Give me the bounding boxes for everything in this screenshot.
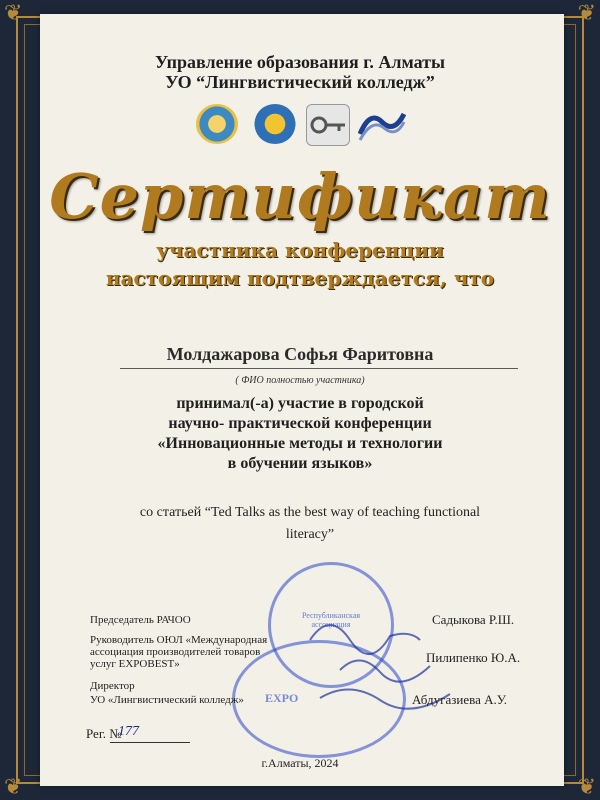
name-caption: ( ФИО полностью участника) xyxy=(235,375,365,386)
stamp-logo-text: EXPO xyxy=(265,691,299,705)
corner-ornament-icon: ❦ xyxy=(4,0,23,25)
article-text xyxy=(90,502,530,546)
certificate-title: Сертификат xyxy=(49,160,551,233)
chair-name: Садыкова Р.Ш. xyxy=(432,612,515,627)
header-line-1: Управление образования г. Алматы xyxy=(154,52,446,72)
corner-ornament-icon: ❦ xyxy=(577,0,596,25)
body-line-3: «Инновационные методы и технологии xyxy=(157,435,443,452)
logo-row xyxy=(0,104,600,148)
registration-number: 177 xyxy=(118,724,139,739)
director-role-line-1: Директор xyxy=(90,680,135,692)
key-logo xyxy=(306,104,350,146)
corner-ornament-icon: ❦ xyxy=(577,774,596,799)
body-line-2: научно- практической конференции xyxy=(168,415,432,432)
corner-ornament-icon: ❦ xyxy=(4,774,23,799)
header-line-2: УО “Лингвистический колледж” xyxy=(165,72,435,92)
head-name: Пилипенко Ю.А. xyxy=(426,650,521,665)
body-line-1: принимал(-а) участие в городской xyxy=(176,395,424,412)
head-role-line-1: Руководитель ОЮЛ «Международная xyxy=(90,634,268,646)
kazakhstan-map-logo xyxy=(254,104,296,144)
body-line-4: в обучении языков» xyxy=(227,455,373,472)
chair-role: Председатель РАЧОО xyxy=(90,614,191,626)
head-role-line-3: услуг EXPOBEST» xyxy=(90,658,180,670)
registration-label: Рег. № xyxy=(86,726,122,741)
subtitle-confirmation: настоящим подтверждается, что xyxy=(105,266,495,290)
registration-underline xyxy=(110,742,190,743)
director-role-line-2: УО «Лингвистический колледж» xyxy=(90,694,244,706)
director-name: Абдугазиева А.У. xyxy=(412,692,508,707)
participant-name: Молдажарова Софья Фаритовна xyxy=(166,344,434,364)
article-line-2: literacy” xyxy=(285,527,335,542)
subtitle-participant: участника конференции xyxy=(156,238,444,262)
stamp-text: Республиканская ассоциация xyxy=(301,611,361,629)
name-underline xyxy=(120,368,518,369)
flag-wave-logo xyxy=(358,104,406,144)
article-line-1: со статьей “Ted Talks as the best way of teaching functional xyxy=(139,505,481,520)
place-date: г.Алматы, 2024 xyxy=(261,756,339,770)
head-role-line-2: ассоциация производителей товаров xyxy=(90,646,261,658)
city-emblem-logo xyxy=(196,104,238,144)
